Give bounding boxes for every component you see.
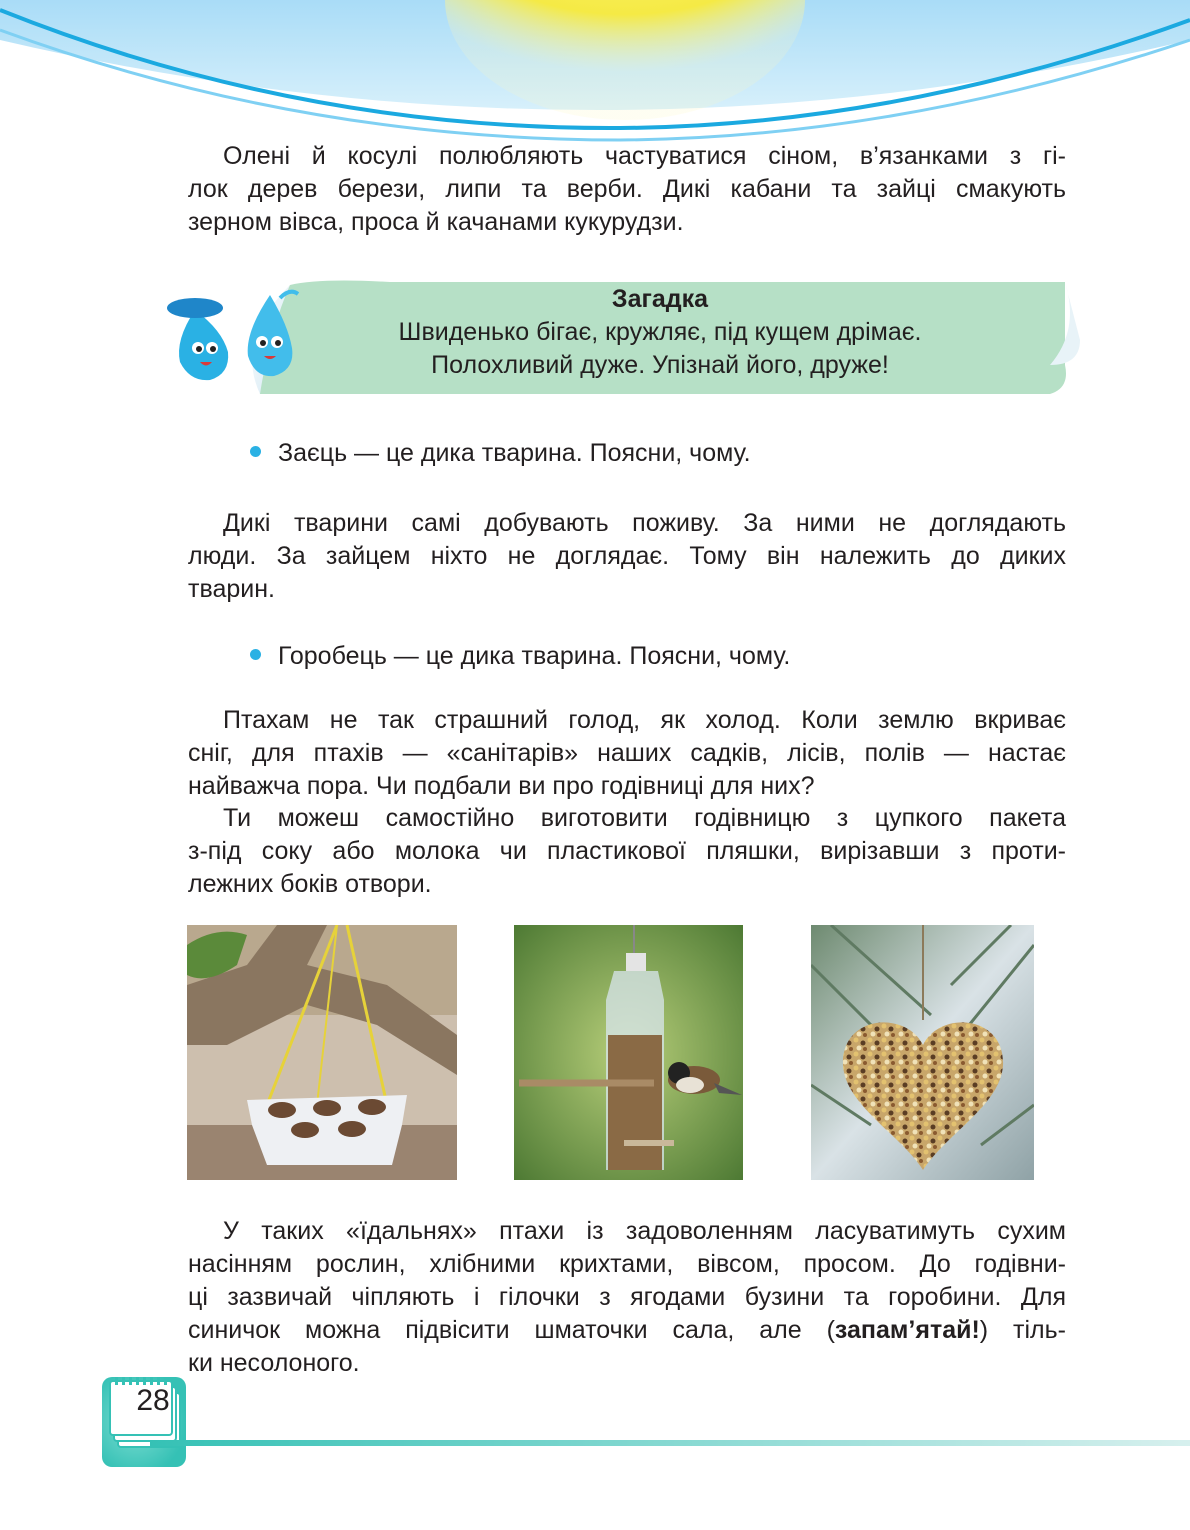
text-line: лежних боків отвори. — [188, 870, 432, 898]
text-line: насінням рослин, хлібними крихтами, вівсом, просом. До годівни- — [188, 1250, 1066, 1278]
text-line: зерном вівса, проса й качанами кукурудзи. — [188, 208, 684, 236]
bullet-icon — [250, 446, 261, 457]
paragraph-wild-animals — [188, 507, 1066, 606]
header-sky-band — [0, 0, 1190, 150]
bullet-icon — [250, 649, 261, 660]
riddle-title: Загадка — [611, 285, 709, 313]
bullet-text: Заєць — це дика тварина. Поясни, чому. — [278, 439, 751, 467]
paragraph-birds-winter — [188, 704, 1066, 803]
text-line: У таких «їдальнях» птахи із задоволенням ласуватимуть сухим — [223, 1217, 1066, 1245]
riddle-line: Полохливий дуже. Упізнай його, друже! — [431, 351, 889, 379]
text-line: сніг, для птахів — «санітарів» наших садків, лісів, полів — настає — [188, 739, 1066, 767]
photo-seed-heart-feeder — [811, 925, 1034, 1180]
text-line: ки несолоного. — [188, 1349, 360, 1377]
photo-bottle-feeder — [514, 925, 743, 1180]
page-number: 28 — [136, 1384, 170, 1417]
bullet-question-sparrow — [250, 640, 790, 673]
text-line: лок дерев берези, липи та верби. Дикі кабани та зайці смакують — [188, 175, 1066, 203]
text-segment: синичок можна підвісити шматочки сала, але ( — [188, 1316, 835, 1344]
paragraph-feeder-food — [188, 1215, 1066, 1380]
text-line — [188, 1314, 1066, 1347]
paragraph-deer-food — [188, 140, 1066, 239]
water-drop-mascot-icon — [167, 298, 228, 380]
bullet-question-hare — [250, 437, 751, 470]
riddle-text — [260, 283, 1060, 382]
text-line: тварин. — [188, 575, 275, 603]
paragraph-make-feeder — [188, 802, 1066, 901]
text-line: Дикі тварини самі добувають поживу. За ними не доглядають — [223, 509, 1066, 537]
bullet-text: Горобець — це дика тварина. Поясни, чому. — [278, 642, 791, 670]
text-line: з-під соку або молока чи пластикової пляшки, вирізавши з проти- — [188, 837, 1066, 865]
footer-divider — [150, 1440, 1190, 1448]
text-line: Ти можеш самостійно виготовити годівницю з цупкого пакета — [223, 804, 1066, 832]
text-line: ці зазвичай чіпляють і гілочки з ягодами бузини та горобини. Для — [188, 1283, 1066, 1311]
photo-egg-carton-feeder — [187, 925, 457, 1180]
text-line: Олені й косулі полюбляють частуватися сіном, в’язанками з гі- — [223, 142, 1066, 170]
page-number-badge — [100, 1365, 210, 1475]
text-line: Птахам не так страшний голод, як холод. Коли землю вкриває — [223, 706, 1066, 734]
text-line: найважча пора. Чи подбали ви про годівниці для них? — [188, 772, 815, 800]
emphasis-remember: запам’ятай! — [834, 1316, 980, 1344]
text-segment: ) тіль- — [979, 1316, 1066, 1344]
riddle-line: Швиденько бігає, кружляє, під кущем дрімає. — [398, 318, 922, 346]
text-line: люди. За зайцем ніхто не доглядає. Тому він належить до диких — [188, 542, 1066, 570]
